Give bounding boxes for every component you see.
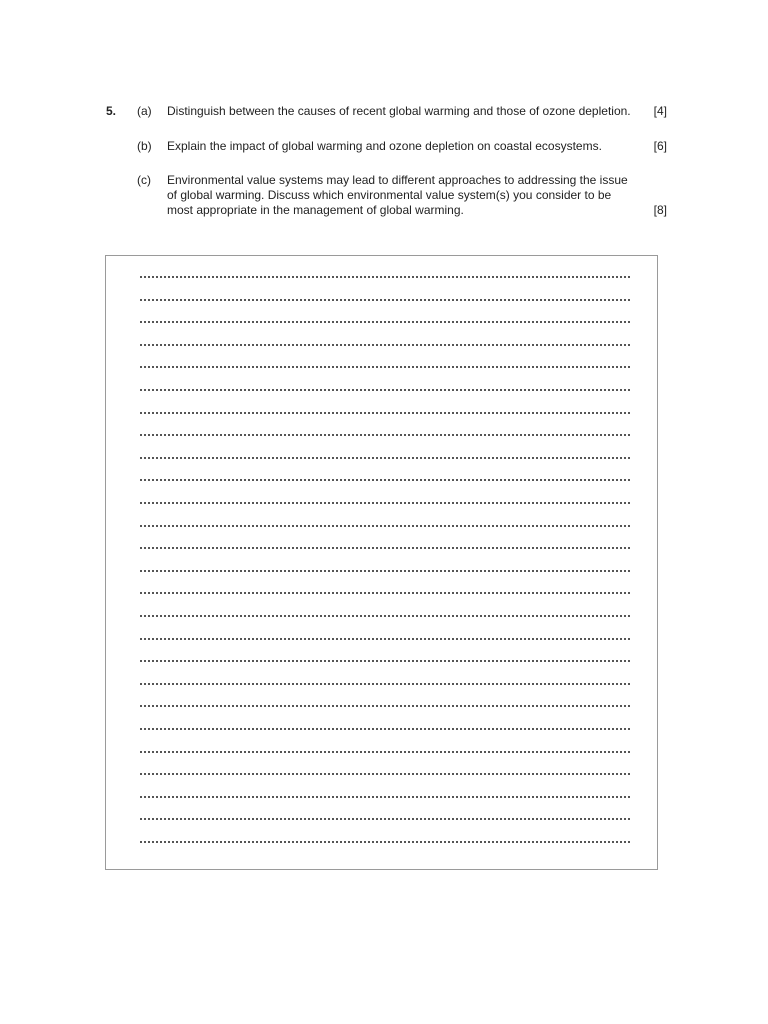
answer-line[interactable] [140,728,630,730]
part-a-text: Distinguish between the causes of recent global warming and those of ozone depletion. [167,104,631,118]
part-c-text: Environmental value systems may lead to different approaches to addressing the issue of global warming. Discuss which environmental value system(s) you consider to be most appropriate in the management of global warming. [167,173,628,217]
answer-line[interactable] [140,818,630,820]
answer-line[interactable] [140,660,630,662]
answer-line[interactable] [140,434,630,436]
answer-line[interactable] [140,705,630,707]
answer-line[interactable] [140,276,630,278]
answer-line[interactable] [140,570,630,572]
answer-line[interactable] [140,841,630,843]
answer-line[interactable] [140,615,630,617]
answer-line[interactable] [140,412,630,414]
part-c-marks: [8] [653,203,667,217]
answer-line[interactable] [140,366,630,368]
answer-line[interactable] [140,751,630,753]
answer-line[interactable] [140,344,630,346]
question-number: 5. [106,104,117,118]
answer-line[interactable] [140,525,630,527]
answer-line[interactable] [140,547,630,549]
answer-line[interactable] [140,773,630,775]
answer-line[interactable] [140,592,630,594]
part-b-marks: [6] [653,139,667,153]
part-c-label: (c) [137,173,151,187]
answer-line[interactable] [140,638,630,640]
part-a-label: (a) [137,104,152,118]
part-b-label: (b) [137,139,152,153]
answer-line[interactable] [140,683,630,685]
answer-line[interactable] [140,796,630,798]
answer-line[interactable] [140,389,630,391]
answer-line[interactable] [140,502,630,504]
part-a-marks: [4] [653,104,667,118]
answer-line[interactable] [140,457,630,459]
part-b-text: Explain the impact of global warming and ozone depletion on coastal ecosystems. [167,139,602,153]
answer-line[interactable] [140,299,630,301]
answer-line[interactable] [140,321,630,323]
answer-box[interactable] [105,255,658,870]
answer-line[interactable] [140,479,630,481]
